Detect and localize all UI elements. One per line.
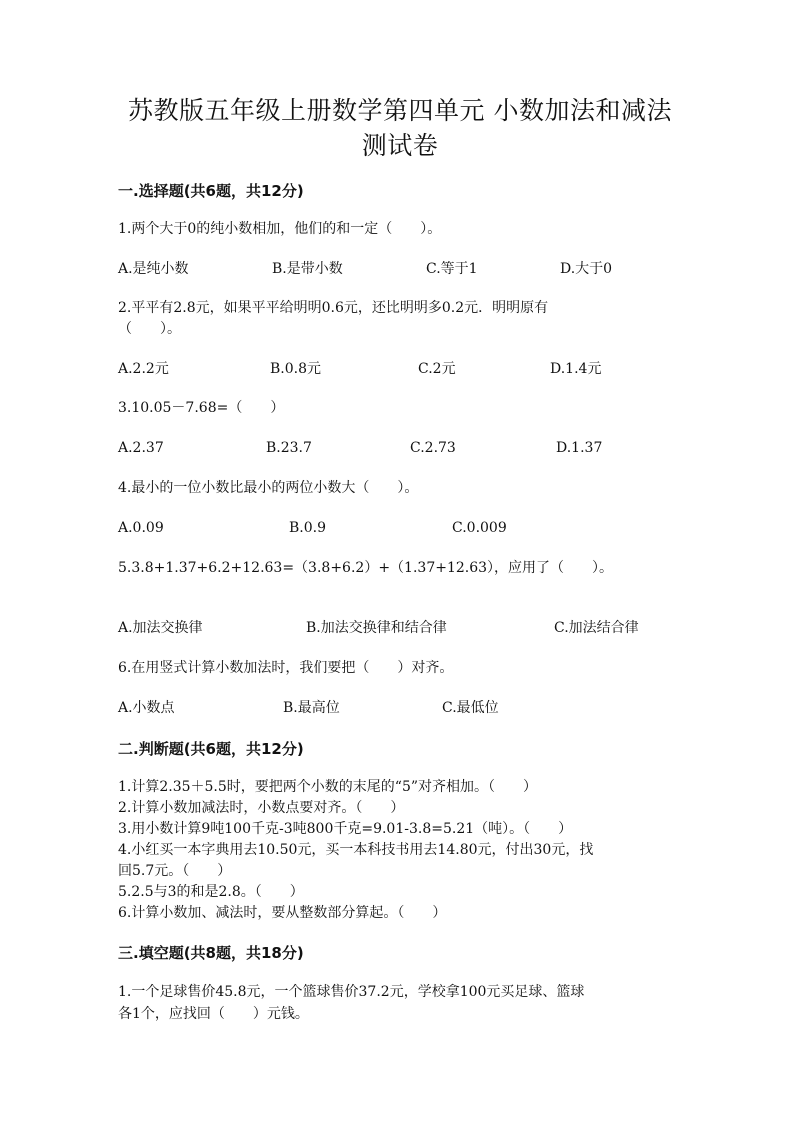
choice-3-option-d: D.1.37 — [556, 440, 603, 456]
choice-1-option-a: A.是纯小数 — [118, 261, 189, 277]
choice-5-option-c: C.加法结合律 — [554, 620, 639, 636]
exam-title-line1: 苏教版五年级上册数学第四单元 小数加法和减法 — [128, 96, 672, 125]
choice-5-option-b: B.加法交换律和结合律 — [306, 620, 447, 636]
exam-title-line2: 测试卷 — [361, 131, 439, 160]
fill-blank-question-1-line1: 1.一个足球售价45.8元，一个篮球售价37.2元，学校拿100元买足球、篮球 — [118, 984, 585, 1000]
choice-question-2-line2: （ ）。 — [118, 321, 181, 337]
choice-4-option-a: A.0.09 — [118, 520, 164, 536]
judgment-item-4-line1: 4.小红买一本字典用去10.50元，买一本科技书用去14.80元，付出30元，找 — [118, 842, 594, 858]
choice-5-option-a: A.加法交换律 — [118, 620, 203, 636]
choice-1-option-c: C.等于1 — [426, 261, 478, 277]
choice-question-5: 5.3.8+1.37+6.2+12.63=（3.8+6.2）+（1.37+12.63），应用了（ ）。 — [118, 560, 614, 576]
choice-4-option-c: C.0.009 — [452, 520, 507, 536]
choice-2-option-b: B.0.8元 — [270, 361, 322, 377]
choice-6-option-b: B.最高位 — [283, 700, 340, 716]
choice-4-option-b: B.0.9 — [289, 520, 327, 536]
judgment-item-3: 3.用小数计算9吨100千克-3吨800千克=9.01-3.8=5.21（吨）。（ ） — [118, 821, 573, 837]
choice-1-option-b: B.是带小数 — [272, 261, 343, 277]
choice-3-option-a: A.2.37 — [118, 440, 164, 456]
choice-question-3: 3.10.05－7.68=（ ） — [118, 400, 285, 416]
choice-3-option-b: B.23.7 — [266, 440, 312, 456]
choice-2-option-a: A.2.2元 — [118, 361, 169, 377]
section-heading-choice: 一.选择题(共6题，共12分) — [118, 182, 304, 200]
choice-1-option-d: D.大于0 — [560, 261, 613, 277]
choice-question-4: 4.最小的一位小数比最小的两位小数大（ ）。 — [118, 480, 419, 496]
choice-3-option-c: C.2.73 — [410, 440, 456, 456]
choice-question-1: 1.两个大于0的纯小数相加，他们的和一定（ ）。 — [118, 221, 442, 237]
judgment-item-2: 2.计算小数加减法时，小数点要对齐。（ ） — [118, 800, 405, 816]
fill-blank-question-1-line2: 各1个，应找回（ ）元钱。 — [118, 1006, 309, 1022]
choice-question-2-line1: 2.平平有2.8元，如果平平给明明0.6元，还比明明多0.2元．明明原有 — [118, 300, 549, 316]
judgment-item-5: 5.2.5与3的和是2.8。（ ） — [118, 884, 304, 900]
section-heading-judgment: 二.判断题(共6题，共12分) — [118, 740, 304, 758]
choice-2-option-c: C.2元 — [418, 361, 456, 377]
choice-6-option-a: A.小数点 — [118, 700, 175, 716]
choice-question-6: 6.在用竖式计算小数加法时，我们要把（ ）对齐。 — [118, 660, 454, 676]
choice-2-option-d: D.1.4元 — [550, 361, 602, 377]
judgment-item-6: 6.计算小数加、减法时，要从整数部分算起。（ ） — [118, 905, 447, 921]
judgment-item-4-line2: 回5.7元。（ ） — [118, 863, 232, 879]
section-heading-fill-blank: 三.填空题(共8题，共18分) — [118, 944, 304, 962]
judgment-item-1: 1.计算2.35＋5.5时，要把两个小数的末尾的“5”对齐相加。（ ） — [118, 779, 538, 795]
choice-6-option-c: C.最低位 — [442, 700, 499, 716]
